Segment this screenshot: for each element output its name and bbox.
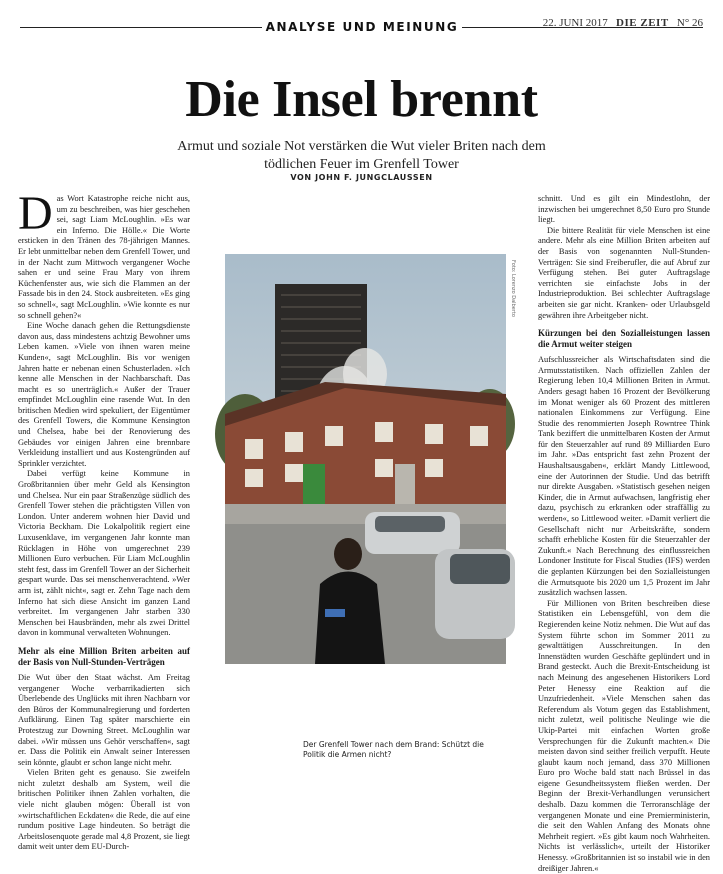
paragraph: Vielen Briten geht es genauso. Sie zweifeln nicht zuletzt deshalb am System, weil die britischen Politiker ihnen Zahlen vorhalten, die viele nicht glauben mögen: Überall ist von »wirtschaftlichen Eckdaten« die Rede, die auf eine rundum positive Lage hindeuten. So beträgt die Arbeitslosenquote gerade mal 4,8 Prozent, sie liegt damit weit unter dem EU-Durch- (18, 768, 190, 852)
subheading: Kürzungen bei den Sozialleistungen lassen die Armut weiter steigen (538, 328, 710, 350)
section-label: ANALYSE UND MEINUNG (262, 18, 462, 37)
byline: VON JOHN F. JUNGCLAUSSEN (290, 173, 433, 182)
paragraph: Die bittere Realität für viele Menschen ist eine andere. Mehr als eine Million Briten arbeiten auf der Basis von sogenannten Null-Stunden-Verträgen: Sie sind Freiberufler, die auf Abruf zur Verfügung stehen. Bei guter Auftragslage verrichten sie einfachste Jobs in der Industrieproduktion. Bei schlechter Auftragslage arbeiten sie gar nicht. Kranken- oder Urlaubsgeld gewähren ihre Arbeitgeber nicht. (538, 225, 710, 320)
article-column-right (538, 194, 710, 873)
paragraph-text: as Wort Katastrophe reiche nicht aus, um zu beschreiben, was hier geschehen sei, sagt Liam McLoughlin. »Es war ein Inferno. Die Hölle.« Die Worte ersticken in den Tränen des 78-jährigen Mannes. Er lebt unmittelbar neben dem Grenfell Tower, und in der Nacht zum Mittwoch vergangener Woche sahen er und seine Frau Mary von ihrem Küchenfenster aus, wie sich die Flammen an der Fassade bis in den 24. Stock ausbreiteten. »Es ging so schnell«, sagt McLoughlin. »Wie konnte es nur so schnell gehen?« (18, 194, 190, 320)
headline: Die Insel brennt (185, 71, 538, 128)
subheading: Mehr als eine Million Briten arbeiten auf der Basis von Null-Stunden-Verträgen (18, 645, 190, 667)
subheadline: Armut und soziale Not verstärken die Wut vieler Briten nach dem tödlichen Feuer im Grenfell Tower (177, 139, 546, 172)
paragraph: Dabei verfügt keine Kommune in Großbritannien über mehr Geld als Kensington und Chelsea. Nur ein paar Straßenzüge südlich des Grenfell Tower stehen die prächtigsten Villen von London. Unter anderem wohnen hier David und Victoria Beckham. Die Lokalpolitik regiert eine Luxusenklave, im vergangenen Jahr konnte man Rücklagen in Höhe von umgerechnet 239 Millionen Euro verbuchen. Für Liam McLoughlin steht fest, dass im Grenfell Tower an der Sicherheit gespart wurde. Das sei menschenverachtend. »Wer arm ist, zählt nicht«, sagt er. Zehn Tage nach dem Inferno hat sich diese Ansicht im ganzen Land verbreitet. Im vergangenen Jahr starben 330 Menschen bei Hausbränden, mehr als zwei Drittel davon in kommunal verwalteten Wohnungen. (18, 469, 190, 638)
paper-name: DIE ZEIT (616, 17, 669, 29)
issue-number: N° 26 (676, 17, 703, 29)
paragraph: Eine Woche danach gehen die Rettungsdienste davon aus, dass mindestens achtzig Bewohner ums Leben kamen. »Viele von ihnen waren meine Kunden«, sagt McLoughlin. Bis vor wenigen Jahren hatte er nebenan einen Schusterladen. »Ich kenne alle Menschen in der Nachbarschaft. Das macht es so unerträglich.« Außer der Trauer empfindet McLoughlin eine rasende Wut. In den britischen Medien wird spekuliert, der Eigentümer des Grenfell Towers, die Kommune Kensington und Chelsea, habe bei der Renovierung des Gebäudes vor einigen Jahren eine brennbare Verkleidung installiert und aus Kostengründen auf Sprinkler verzichtet. (18, 321, 190, 468)
paragraph: Für Millionen von Briten beschreiben diese Statistiken ein Lebensgefühl, von dem die Regierenden keine Notiz nehmen. Die Wut auf das System führte schon im Sommer 2011 zu gewalttätigen Ausschreitungen. In den Innenstädten wurden Geschäfte geplündert und in Brand gesteckt. Auch die Brexit-Entscheidung ist nach Meinung des angesehenen Historikers Lord Peter Henessy eine Reaktion auf die Unzufriedenheit. »Viele Menschen sahen das Referendum als Votum gegen das Establishment, nicht zuletzt, weil politische Neulinge wie die Ukip-Partei mit einfachen Worten große Versprechungen für die Zukunft machten.« Die meisten davon sind seither freilich verpufft. Heute glaubt kaum noch jemand, dass 370 Millionen Euro pro Woche bald statt nach Brüssel in das eigene Gesundheitssystem fließen werden. Der Beginn der Brexit-Verhandlungen verunsichert deshalb. Dazu kommen die Terroranschläge der vergangenen Monate und eine Premierministerin, die seit den Wahlen Anfang des Monats ohne Mehrheit regiert. »Es gibt kaum noch Wahrheiten. Nichts ist verlässlich«, urteilt der Historiker Henessy. »Großbritannien ist so instabil wie in den dreißiger Jahren.« (538, 598, 710, 873)
issue-date: 22. JUNI 2017 (542, 17, 608, 29)
masthead (543, 16, 703, 30)
drop-cap: D (18, 187, 53, 240)
paragraph (18, 187, 190, 321)
article-column-left (18, 187, 190, 852)
paragraph: Die Wut über den Staat wächst. Am Freitag vergangener Woche verbarrikadierten sich Überlebende des Unglücks mit ihren Nachbarn vor den Büros der Kommunalregierung und forderten Aufklärung. Einen Tag später marschierte ein Protestzug zur Downing Street. McLoughlin war dabei. »Wir müssen uns Gehör verschaffen«, sagt er. Dass die Politik ein Anwalt seiner Interessen sein könnte, glaubt er schon lange nicht mehr. (18, 672, 190, 767)
paragraph: schnitt. Und es gilt ein Mindestlohn, der inzwischen bei umgerechnet 8,50 Euro pro Stunde liegt. (538, 194, 710, 225)
photo-credit: Foto: Lorenzo Dalberto (510, 260, 516, 317)
photo-caption: Der Grenfell Tower nach dem Brand: Schützt die Politik die Armen nicht? (303, 740, 484, 759)
paragraph: Aufschlussreicher als Wirtschaftsdaten sind die Armutsstatistiken. Nach offiziellen Zahlen der Regierung leben 10,4 Millionen Briten in Armut. Anders gesagt haben 16 Prozent der Bevölkerung im Monat weniger als 60 Prozent des mittleren nationalen Einkommens zur Verfügung. Eine Studie des renommierten Joseph Rowntree Think Tank beziffert die unmittelbaren Kosten der Armut für den Steuerzahler auf rund 89 Milliarden Euro im Jahr. »Das entspricht fast zehn Prozent der Haushaltsausgaben«, erklärt Mandy Littlewood, eine der Autorinnen der Studie. Und das betrifft nur direkte Ausgaben. »Statistisch gesehen neigen Kinder, die in Armut aufwachsen, langfristig eher dazu, psychisch zu erkranken oder straffällig zu werden«, so Littlewood weiter. »Damit verliert die Gesellschaft nicht nur Arbeitskräfte, sondern schafft erhebliche Kosten für die Steuerzahler der Zukunft.« Nach Berechnung des einflussreichen Londoner Institute for Fiscal Studies (IFS) werden die geplanten Kürzungen bei den Sozialleistungen die Armutsquote bis 2020 um 1,5 Prozent im Jahr zusätzlich wachsen lassen. (538, 355, 710, 598)
article-photo (225, 254, 506, 664)
